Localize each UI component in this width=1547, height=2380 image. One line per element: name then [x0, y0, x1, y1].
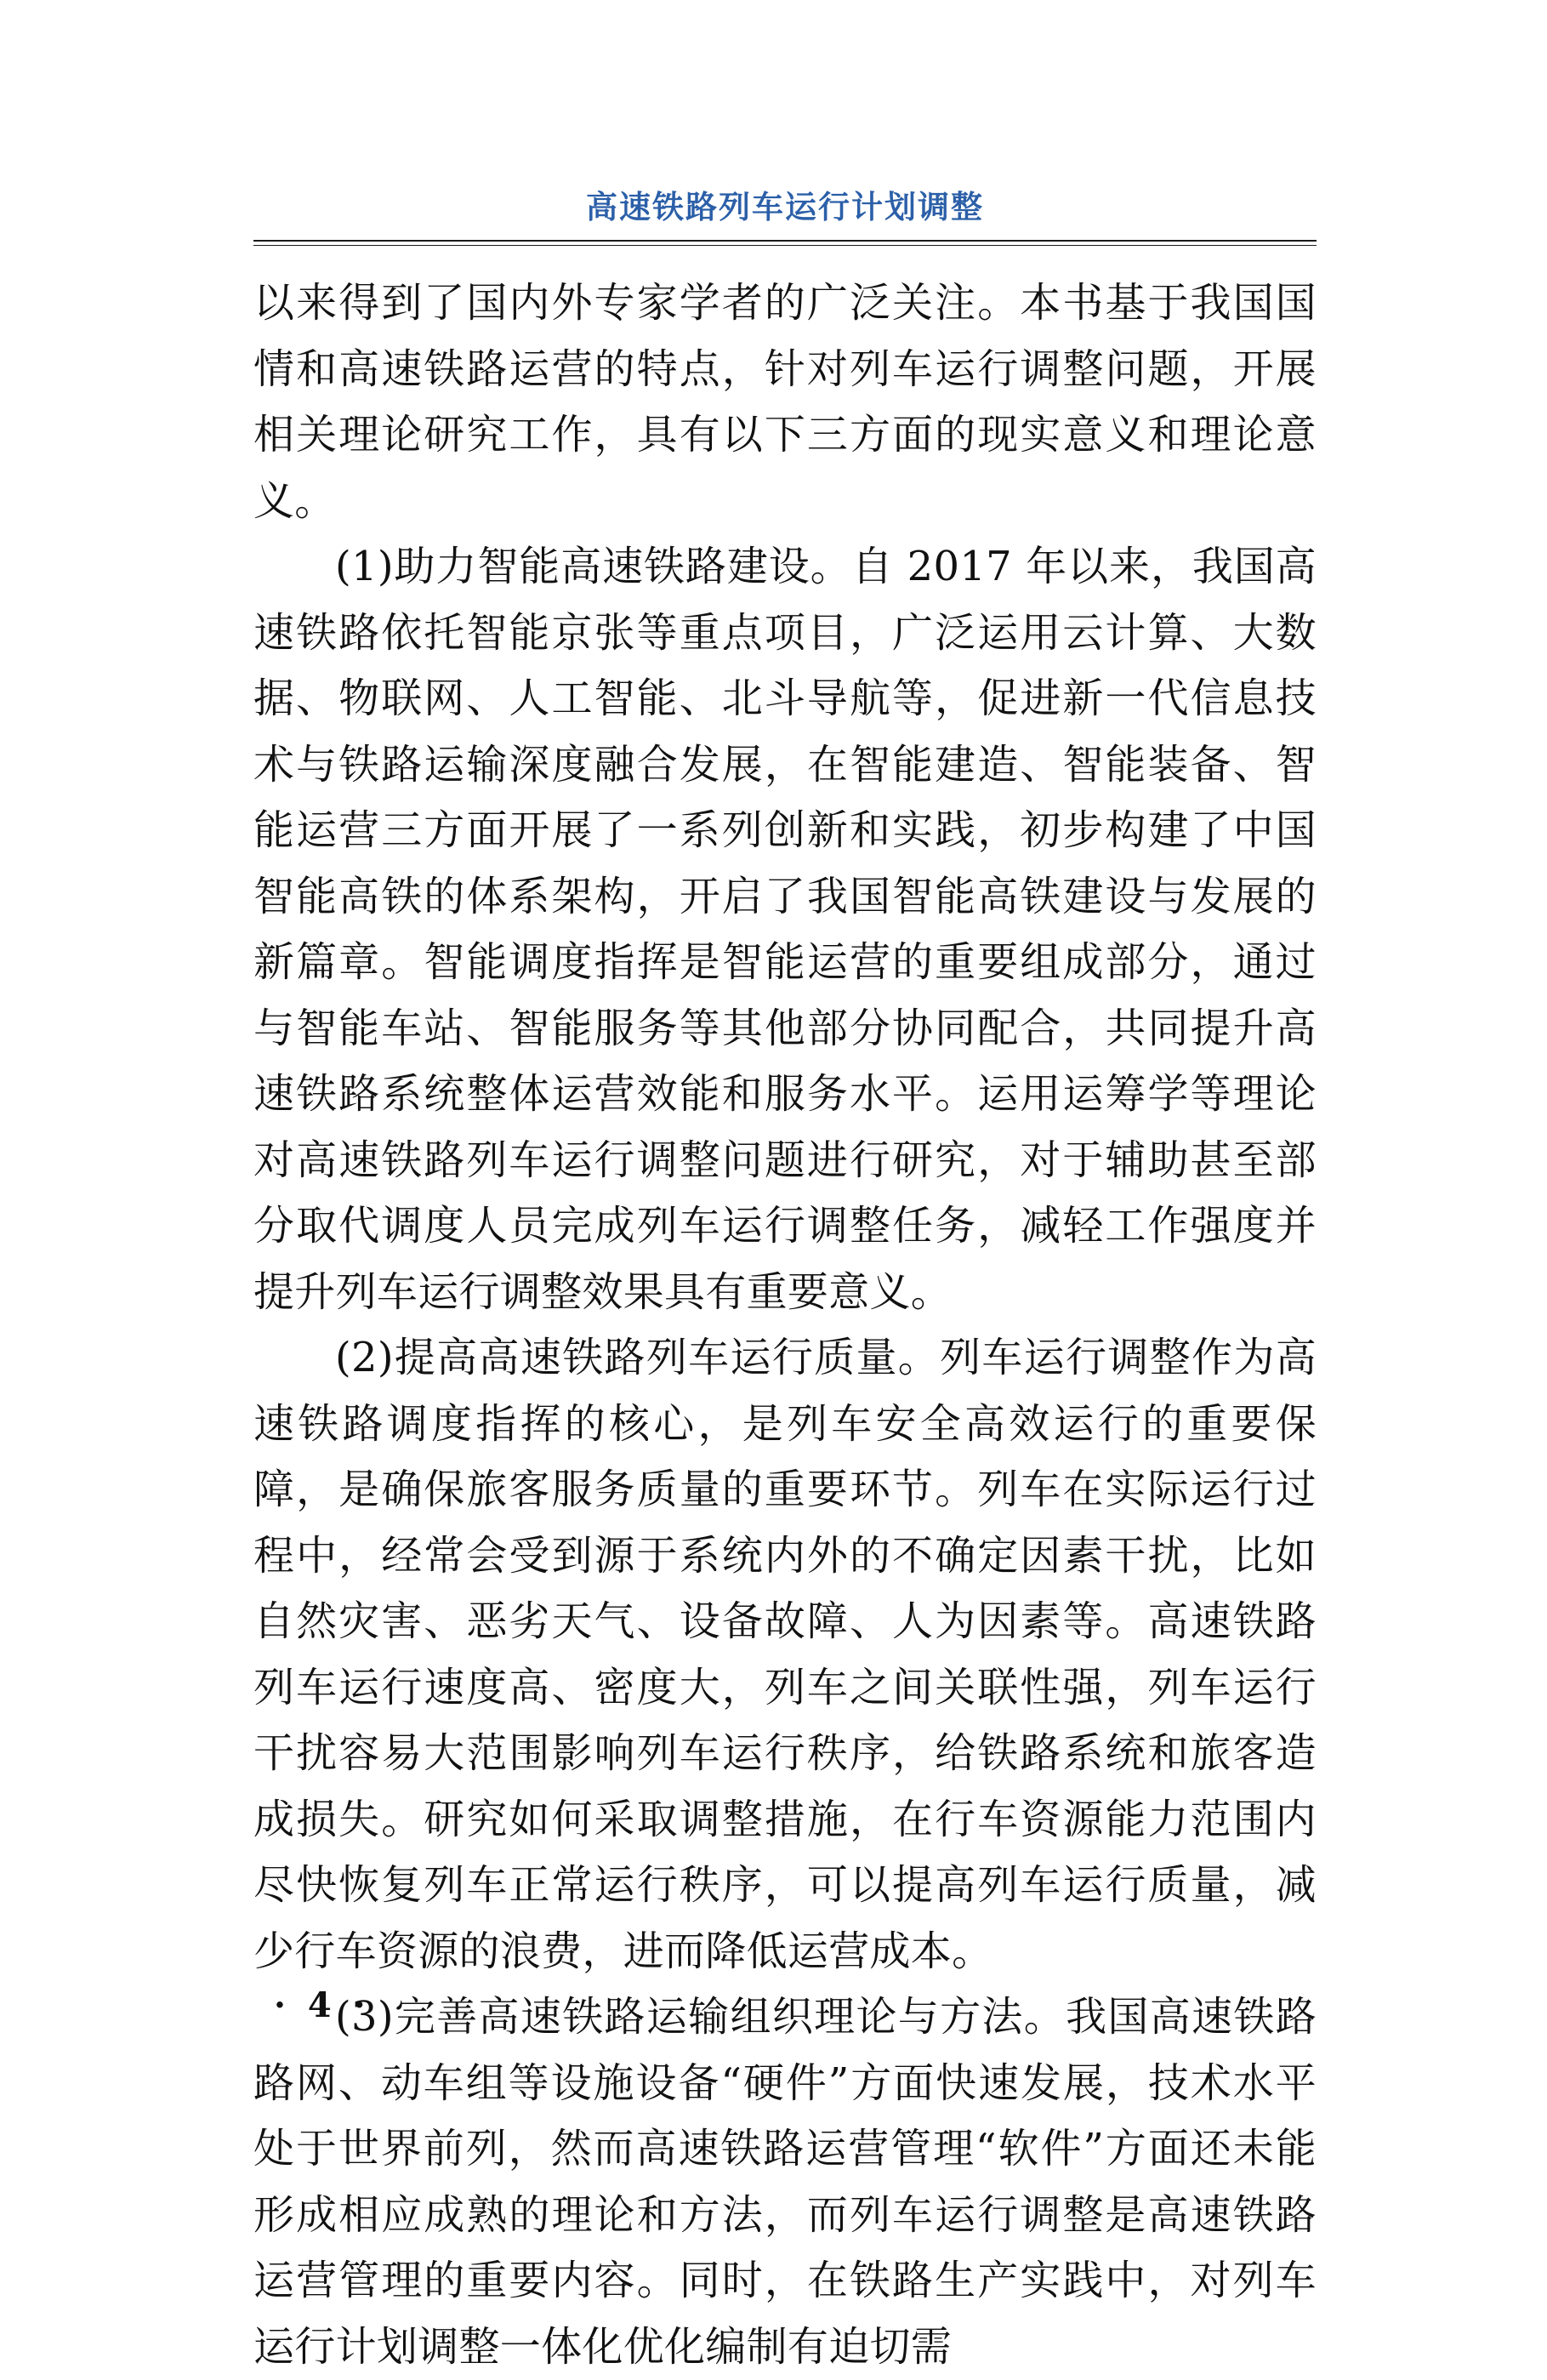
- page-number: · 4 ·: [274, 1985, 371, 2025]
- header-rule-thick: [253, 240, 1317, 242]
- running-header-title: 高速铁路列车运行计划调整: [586, 189, 984, 225]
- body-text: [253, 270, 1317, 2380]
- paragraph-point-2: (2)提高高速铁路列车运行质量。列车运行调整作为高速铁路调度指挥的核心，是列车安全高效运行的重要保障，是确保旅客服务质量的重要环节。列车在实际运行过程中，经常会受到源于系统内外的不确定因素干扰，比如自然灾害、恶劣天气、设备故障、人为因素等。高速铁路列车运行速度高、密度大，列车之间关联性强，列车运行干扰容易大范围影响列车运行秩序，给铁路系统和旅客造成损失。研究如何采取调整措施，在行车资源能力范围内尽快恢复列车正常运行秩序，可以提高列车运行质量，减少行车资源的浪费，进而降低运营成本。: [253, 1334, 1317, 1975]
- header-rule-thin: [253, 245, 1317, 246]
- paragraph-point-3: (3)完善高速铁路运输组织理论与方法。我国高速铁路路网、动车组等设施设备“硬件”方面快速发展，技术水平处于世界前列，然而高速铁路运营管理“软件”方面还未能形成相应成熟的理论和方法，而列车运行调整是高速铁路运营管理的重要内容。同时，在铁路生产实践中，对列车运行计划调整一体化优化编制有迫切需: [253, 1993, 1317, 2371]
- paragraph-continuation: 以来得到了国内外专家学者的广泛关注。本书基于我国国情和高速铁路运营的特点，针对列车运行调整问题，开展相关理论研究工作，具有以下三方面的现实意义和理论意义。: [253, 279, 1317, 525]
- paragraph-point-1: (1)助力智能高速铁路建设。自 2017 年以来，我国高速铁路依托智能京张等重点项目，广泛运用云计算、大数据、物联网、人工智能、北斗导航等，促进新一代信息技术与铁路运输深度融合发展，在智能建造、智能装备、智能运营三方面开展了一系列创新和实践，初步构建了中国智能高铁的体系架构，开启了我国智能高铁建设与发展的新篇章。智能调度指挥是智能运营的重要组成部分，通过与智能车站、智能服务等其他部分协同配合，共同提升高速铁路系统整体运营效能和服务水平。运用运筹学等理论对高速铁路列车运行调整问题进行研究，对于辅助甚至部分取代调度人员完成列车运行调整任务，减轻工作强度并提升列车运行调整效果具有重要意义。: [253, 543, 1317, 1316]
